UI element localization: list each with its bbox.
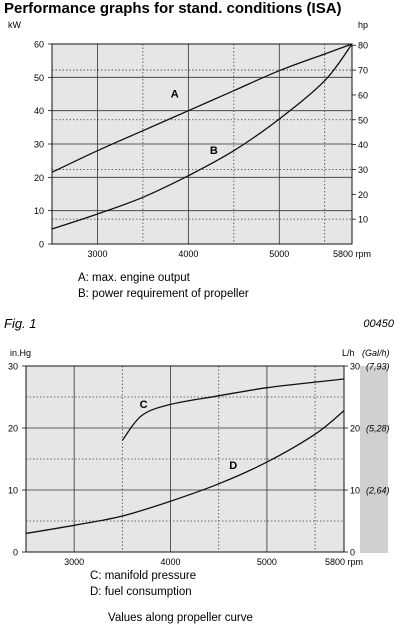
y-left-tick-label: 30 [7,361,18,372]
y-left-tick-label: 20 [7,423,18,434]
y-left-tick-label: 0 [38,239,44,250]
y-left-tick-label: 10 [33,206,44,217]
y-right-alt-tick-label: (7,93) [366,361,390,372]
y-right-tick-label: 30 [358,164,369,175]
y-left-tick-label: 30 [33,139,44,150]
series-label-c: C [139,399,148,412]
x-tick-label: 5000 [256,557,277,567]
chart-power [0,18,402,268]
y-left-unit: in.Hg [10,348,32,358]
x-tick-label: 3000 [64,557,85,567]
gal-scale-band [360,366,388,553]
y-right-tick-label: 0 [350,547,356,558]
legend-entry-c: C: manifold pressure [90,570,197,582]
y-left-tick-label: 40 [33,106,44,117]
x-tick-label: 5000 [269,249,290,259]
legend-entry-a: A: max. engine output [78,272,190,284]
x-tick-label: 4000 [160,557,181,567]
y-left-tick-label: 50 [33,72,44,83]
series-label-a: A [170,88,179,101]
legend-entry-d: D: fuel consumption [90,586,192,598]
y-right-tick-label: 10 [358,214,369,225]
y-right-unit-alt: (Gal/h) [362,348,390,358]
y-right-alt-tick-label: (5,28) [366,423,390,434]
y-right-tick-label: 40 [358,140,369,151]
chart-pressure-fuel [0,340,402,570]
y-right-tick-label: 80 [358,40,369,51]
legend-entry-b: B: power requirement of propeller [78,288,249,300]
y-left-tick-label: 20 [33,172,44,183]
y-right-unit: L/h [342,348,355,358]
x-tick-label: 4000 [178,249,199,259]
x-tick-label: 5800 rpm [324,557,364,567]
figure-label: Fig. 1 [4,316,37,331]
y-right-tick-label: 50 [358,115,369,126]
y-right-alt-tick-label: (2,64) [366,485,390,496]
y-right-tick-label: 20 [358,189,369,200]
page-title: Performance graphs for stand. conditions (ISA) [4,0,342,17]
y-right-tick-label: 60 [358,90,369,101]
x-tick-label: 5800 rpm [332,249,372,259]
series-label-d: D [229,459,238,472]
y-left-tick-label: 10 [7,485,18,496]
series-label-b: B [209,145,218,157]
y-right-tick-label: 70 [358,65,369,76]
y-left-unit: kW [8,20,21,30]
x-tick-label: 3000 [87,249,108,259]
y-right-tick-label: 20 [350,423,361,434]
y-right-tick-label: 10 [350,485,361,496]
y-left-tick-label: 0 [12,547,18,558]
y-right-tick-label: 30 [350,361,361,372]
y-left-tick-label: 60 [33,39,44,50]
figure-caption: Values along propeller curve [108,612,253,624]
figure-code: 00450 [363,318,394,330]
y-right-unit: hp [358,20,369,30]
